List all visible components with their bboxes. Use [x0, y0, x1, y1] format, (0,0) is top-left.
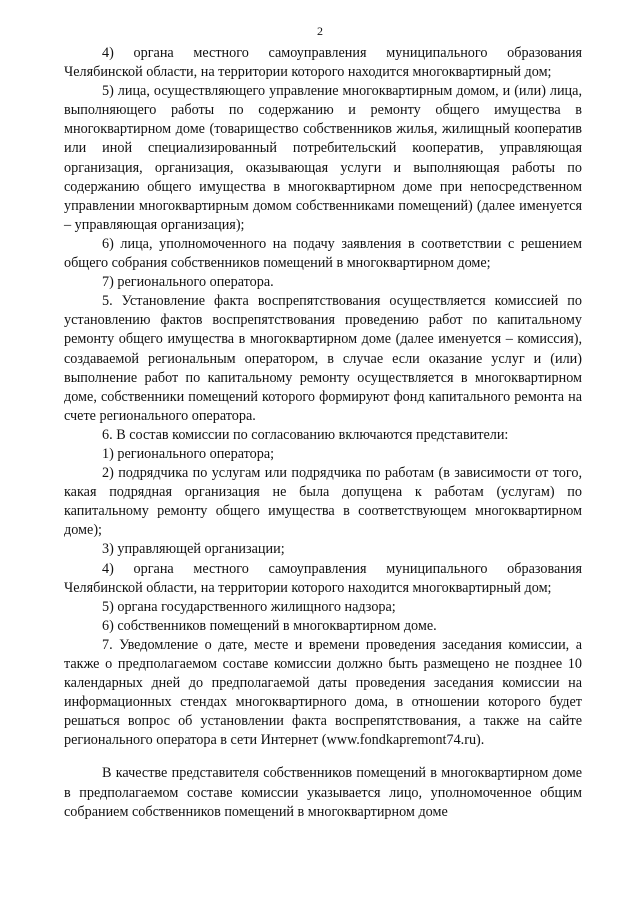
paragraph-item-6-authorized-person: 6) лица, уполномоченного на подачу заявления в соответствии с решением общего собрания собственников помещений в многоквартирном доме;: [64, 235, 582, 272]
page-number: 2: [317, 24, 323, 38]
paragraph-member-2: 2) подрядчика по услугам или подрядчика по работам (в зависимости от того, какая подрядная организация не была допущена к работам (услугам) по капитальному ремонту общего имущества в соответствующем многоквартирном доме);: [64, 465, 582, 539]
paragraph-member-1: 1) регионального оператора;: [102, 445, 275, 462]
paragraph-member-6: 6) собственников помещений в многоквартирном доме.: [102, 617, 437, 634]
paragraph-member-4: 4) органа местного самоуправления муниципального образования Челябинской области, на территории которого находится многоквартирный дом;: [64, 560, 582, 596]
paragraph-owners-representative: В качестве представителя собственников помещений в многоквартирном доме в предполагаемом составе комиссии указывается лицо, уполномоченное общим собранием собственников помещений в многоквартирном доме: [64, 765, 582, 820]
paragraph-member-3: 3) управляющей организации;: [102, 541, 285, 558]
paragraph-clause-5: 5. Установление факта воспрепятствования осуществляется комиссией по установлению фактов воспрепятствования проведению работ по капитальному ремонту общего имущества в многоквартирном доме (далее именуется – комиссия), создаваемой региональным оператором, в случае если оказание услуг и (или) выполнение работ по капитальному ремонту осуществляется в многоквартирном доме, собственники помещений которого формируют фонд капитального ремонта на счете регионального оператора.: [64, 293, 582, 424]
paragraph-member-5: 5) органа государственного жилищного надзора;: [102, 598, 396, 615]
paragraph-item-5-management-organization: 5) лица, осуществляющего управление многоквартирным домом, и (или) лица, выполняющего работы по содержанию и ремонту общего имущества в многоквартирном доме (товарищество собственников жилья, жилищный кооператив или иной специализированный потребительский кооператив, управляющая организация, организация, оказывающая услуги и выполняющая работы по содержанию общего имущества в многоквартирном доме при непосредственном управлении многоквартирным домом собственниками помещений) (далее именуется – управляющая организация);: [64, 83, 582, 233]
paragraph-item-7-regional-operator: 7) регионального оператора.: [102, 274, 274, 291]
paragraph-clause-6: 6. В состав комиссии по согласованию включаются представители:: [102, 426, 509, 443]
paragraph-clause-7: 7. Уведомление о дате, месте и времени проведения заседания комиссии, а также о предполагаемом составе комиссии должно быть размещено не позднее 10 календарных дней до предполагаемой даты проведения заседания комиссии на информационных стендах многоквартирного дома, в отношении которого будет решаться вопрос об установлении факта воспрепятствования, а также на сайте регионального оператора в сети Интернет (www.fondkapremont74.ru).: [64, 636, 582, 749]
document-body: [64, 44, 582, 822]
paragraph-item-4-local-government: 4) органа местного самоуправления муниципального образования Челябинской области, на территории которого находится многоквартирный дом;: [64, 45, 582, 81]
